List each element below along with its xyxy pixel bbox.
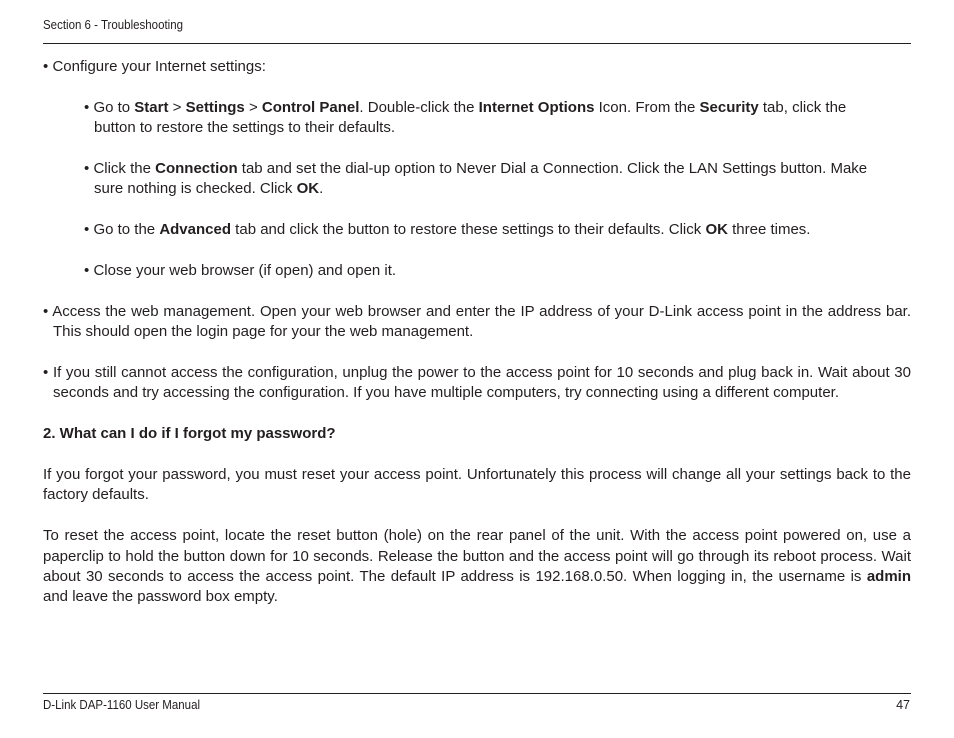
sub-bullet-internet-options [84, 98, 873, 139]
manual-title: D-Link DAP-1160 User Manual [43, 698, 201, 712]
bullet-text: Access the web management. Open your web browser and enter the IP address of your D-Link access point in the address bar. This should open the login page for your the web management. [52, 302, 912, 341]
sub-bullet-close-browser [84, 261, 873, 281]
bullet-mark: • [84, 221, 90, 239]
bullet-mark: • [43, 58, 49, 75]
bullet-mark: • [43, 302, 49, 320]
text-run: and leave the password box empty. [43, 588, 278, 606]
bullet-power-cycle [43, 363, 911, 404]
section-header: Section 6 - Troubleshooting [43, 18, 184, 32]
bullet-web-management [43, 302, 911, 343]
username-term: admin [866, 568, 911, 586]
text-run: Click the [93, 160, 156, 177]
text-run: > [244, 98, 262, 116]
text-run: tab and set the dial-up option to Never Dial a Connection. Click the LAN Settings button. Make sure nothing is checked. Click [94, 160, 868, 198]
paragraph-reset-steps [43, 526, 911, 608]
menu-term-connection: Connection [155, 160, 238, 177]
bullet-text: Close your web browser (if open) and open it. [93, 262, 397, 279]
bullet-mark: • [84, 160, 90, 177]
menu-term-security: Security [699, 98, 759, 116]
menu-term-control-panel: Control Panel [261, 98, 360, 116]
question-heading [43, 424, 911, 444]
header-divider [43, 43, 911, 44]
menu-term-ok: OK [705, 221, 728, 239]
text-run: > [168, 98, 186, 116]
text-run: . [319, 180, 324, 198]
page-number: 47 [896, 698, 910, 712]
page-content [43, 57, 911, 608]
text-run: . Double-click the [359, 98, 479, 116]
menu-term-start: Start [134, 98, 169, 116]
footer-divider [43, 693, 911, 694]
text-run: To reset the access point, locate the reset button (hole) on the rear panel of the unit. With the access point powered on, use a paperclip to hold the button down for 10 seconds. Release the button and the access point will go through its reboot process. Wait about 30 seconds to access the access point. The default IP address is 192.168.0.50. When logging in, the username is [43, 527, 911, 586]
text-run: Icon. From the [594, 98, 700, 116]
text-run: tab and click the button to restore these settings to their defaults. Click [231, 221, 706, 239]
text-run: Go to the [93, 221, 160, 239]
text-run: three times. [727, 221, 811, 239]
question-title: 2. What can I do if I forgot my password? [43, 425, 336, 443]
bullet-configure-internet [43, 57, 911, 77]
bullet-text: If you still cannot access the configuration, unplug the power to the access point for 10 seconds and plug back in. Wait about 30 seconds and try accessing the configuration. If you have multiple computers, try connecting using a different computer. [52, 364, 911, 402]
bullet-mark: • [84, 98, 90, 116]
menu-term-advanced: Advanced [159, 221, 232, 239]
text-run: Go to [93, 98, 135, 116]
bullet-text: Configure your Internet settings: [52, 58, 266, 75]
paragraph-reset-intro: If you forgot your password, you must reset your access point. Unfortunately this process will change all your settings back to the factory defaults. [43, 466, 911, 504]
sub-bullet-advanced-tab [84, 220, 873, 240]
bullet-mark: • [43, 364, 49, 381]
bullet-mark: • [84, 262, 90, 279]
menu-term-settings: Settings [185, 98, 245, 116]
text-run: tab, click the button to restore the settings to their defaults. [94, 98, 847, 137]
menu-term-internet-options: Internet Options [478, 98, 595, 116]
sub-bullet-connection-tab [84, 159, 873, 200]
menu-term-ok: OK [296, 180, 320, 198]
